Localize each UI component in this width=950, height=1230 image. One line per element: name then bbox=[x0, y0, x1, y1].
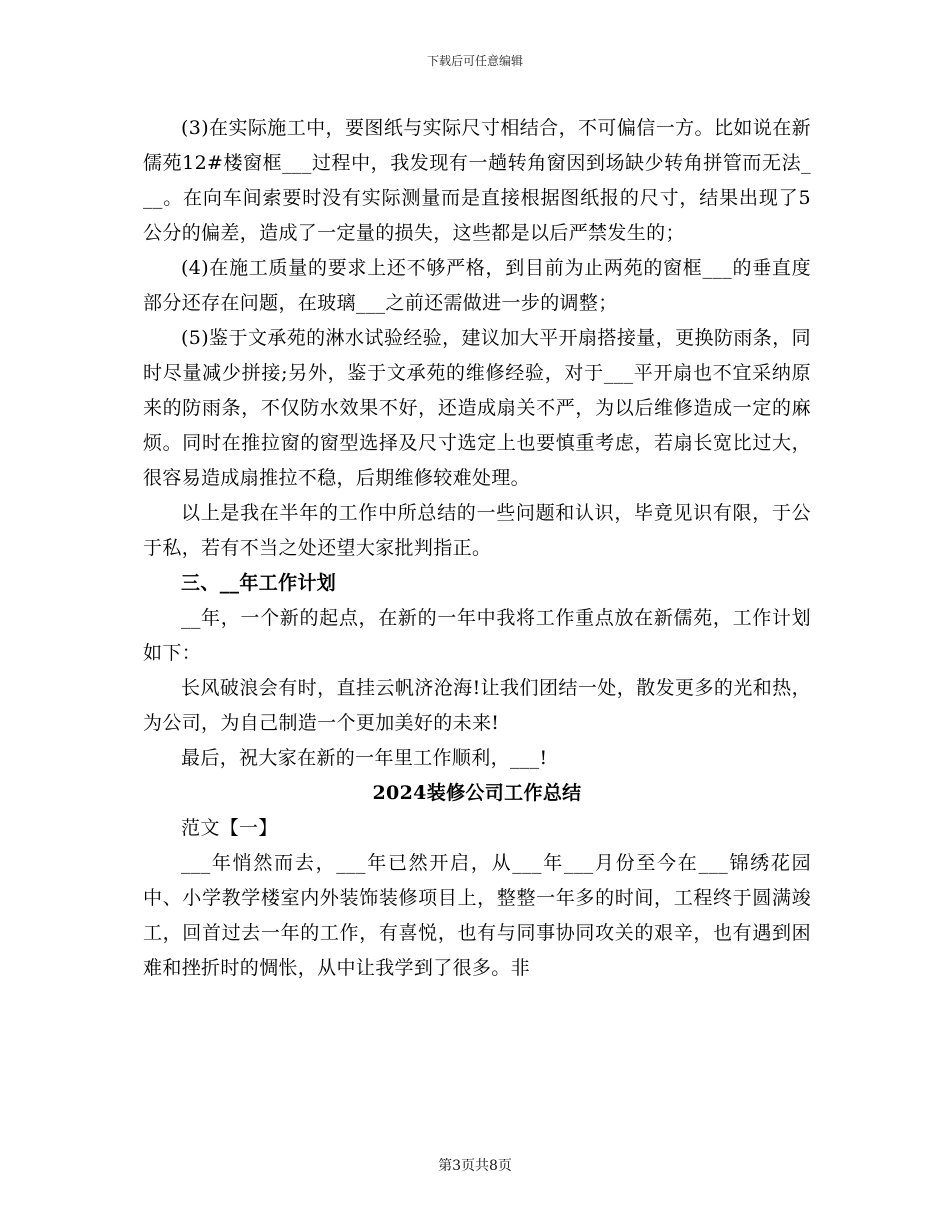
page-header-note: 下载后可任意编辑 bbox=[426, 54, 523, 68]
paragraph-item-3: (3)在实际施工中，要图纸与实际尺寸相结合，不可偏信一方。比如说在新儒苑12#楼窗框___过程中，我发现有一趟转角窗因到场缺少转角拼管而无法___。在向车间索要时没有实际测量而是直接根据图纸报的尺寸，结果出现了5公分的偏差，造成了一定量的损失，这些都是以后严禁发生的； bbox=[143, 117, 811, 244]
paragraph-closing: 最后，祝大家在新的一年里工作顺利，___! bbox=[181, 747, 548, 769]
paragraph-motto: 长风破浪会有时，直挂云帆济沧海!让我们团结一处，散发更多的光和热，为公司，为自己制造一个更加美好的未来! bbox=[143, 677, 811, 734]
paragraph-item-4: (4)在施工质量的要求上还不够严格，到目前为止两苑的窗框___的垂直度部分还存在问题，在玻璃___之前还需做进一步的调整； bbox=[143, 257, 811, 314]
page-number: 第3页共8页 bbox=[438, 1158, 512, 1174]
paragraph-item-5: (5)鉴于文承苑的淋水试验经验，建议加大平开扇搭接量，更换防雨条，同时尽量减少拼接;另外，鉴于文承苑的维修经验，对于___平开扇也不宜采纳原来的防雨条，不仅防水效果不好，还造成扇关不严，为以后维修造成一定的麻烦。同时在推拉窗的窗型选择及尺寸选定上也要慎重考虑，若扇长宽比过大，很容易造成扇推拉不稳，后期维修较难处理。 bbox=[143, 327, 811, 489]
section-heading-work-plan: 三、__年工作计划 bbox=[181, 572, 337, 594]
paragraph-sample-one: ___年悄然而去，___年已然开启，从___年___月份至今在___锦绣花园中、小学教学楼室内外装饰装修项目上，整整一年多的时间，工程终于圆满竣工，回首过去一年的工作，有喜悦，也有与同事协同攻关的艰辛，也有遇到困难和挫折时的惆怅，从中让我学到了很多。非 bbox=[143, 852, 811, 979]
paragraph-plan-intro: __年，一个新的起点，在新的一年中我将工作重点放在新儒苑，工作计划如下： bbox=[143, 607, 811, 664]
paragraph-summary: 以上是我在半年的工作中所总结的一些问题和认识，毕竟见识有限，于公于私，若有不当之处还望大家批判指正。 bbox=[143, 502, 811, 559]
sample-label: 范文【一】 bbox=[181, 817, 278, 839]
document-title: 2024装修公司工作总结 bbox=[372, 782, 582, 804]
document-body bbox=[143, 111, 811, 986]
